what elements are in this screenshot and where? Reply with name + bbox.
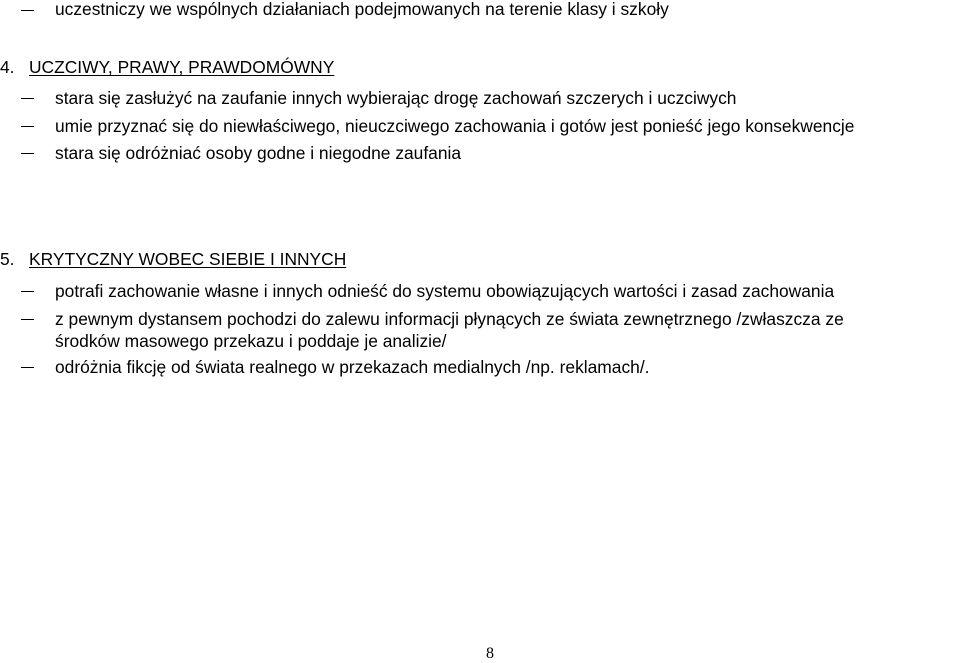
section-5-title: KRYTYCZNY WOBEC SIEBIE I INNYCH [29, 249, 347, 269]
dash-bullet-icon [21, 10, 34, 11]
dash-bullet-icon [21, 98, 34, 99]
dash-bullet-icon [21, 153, 34, 154]
list-item-text: odróżnia fikcję od świata realnego w przekazach medialnych /np. reklamach/. [55, 357, 650, 377]
list-item-text: umie przyznać się do niewłaściwego, nieuczciwego zachowania i gotów jest ponieść jego konsekwencje [55, 116, 855, 136]
dash-bullet-icon [21, 367, 34, 368]
page-number: 8 [486, 645, 494, 662]
dash-bullet-icon [21, 319, 34, 320]
section-4-number: 4. [0, 57, 15, 77]
section-4-title: UCZCIWY, PRAWY, PRAWDOMÓWNY [29, 57, 335, 77]
list-item-text: potrafi zachowanie własne i innych odnieść do systemu obowiązujących wartości i zasad zachowania [55, 281, 835, 301]
dash-bullet-icon [21, 291, 34, 292]
list-item-text: środków masowego przekazu i poddaje je analizie/ [55, 331, 447, 351]
list-item-text: uczestniczy we wspólnych działaniach podejmowanych na terenie klasy i szkoły [55, 0, 669, 19]
dash-bullet-icon [21, 126, 34, 127]
list-item-text: z pewnym dystansem pochodzi do zalewu informacji płynących ze świata zewnętrznego /zwłaszcza ze [55, 309, 844, 329]
list-item-text: stara się odróżniać osoby godne i niegodne zaufania [55, 143, 462, 163]
section-5-number: 5. [0, 249, 15, 269]
list-item-text: stara się zasłużyć na zaufanie innych wybierając drogę zachowań szczerych i uczciwych [55, 88, 737, 108]
